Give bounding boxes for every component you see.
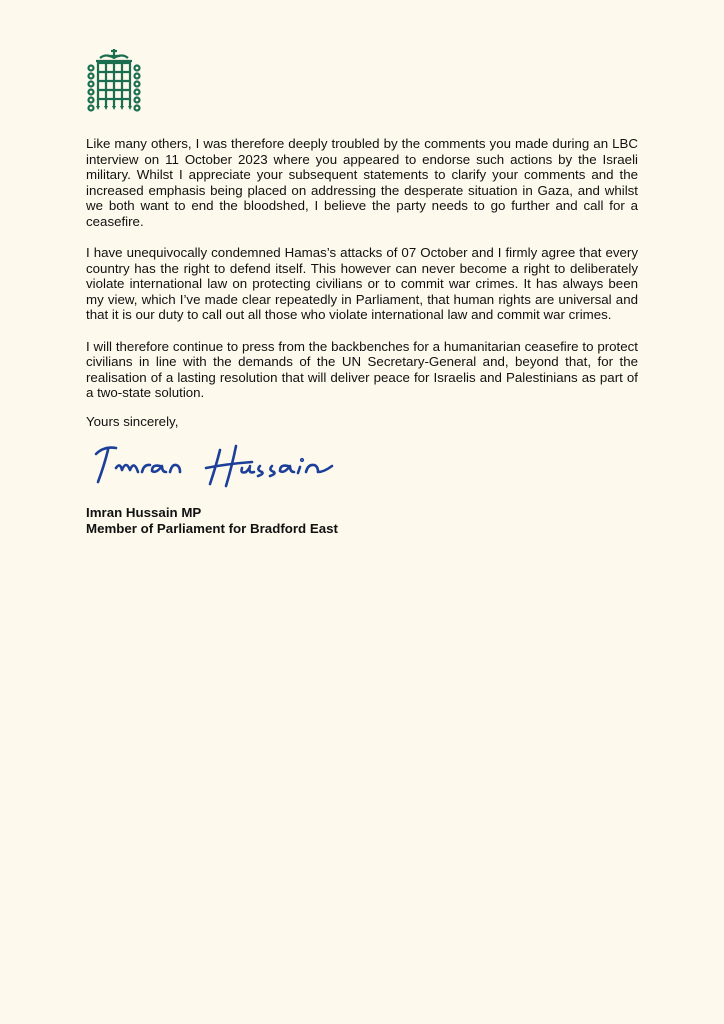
signature: [86, 438, 346, 492]
closing-salutation: Yours sincerely,: [86, 414, 179, 429]
portcullis-icon: [86, 46, 142, 112]
signatory-block: [86, 505, 338, 537]
letter-body: [86, 136, 638, 417]
paragraph-2: I have unequivocally condemned Hamas’s attacks of 07 October and I firmly agree that every country has the right to defend itself. This however can never become a right to deliberately violate international law on protecting civilians or to commit war crimes. It has always been my view, which I’ve made clear repeatedly in Parliament, that human rights are universal and that it is our duty to call out all those who violate international law and commit war crimes.: [86, 245, 638, 322]
paragraph-1: Like many others, I was therefore deeply troubled by the comments you made during an LBC interview on 11 October 2023 where you appeared to endorse such actions by the Israeli military. Whilst I appreciate your subsequent statements to clarify your comments and the increased emphasis being placed on addressing the desperate situation in Gaza, and whilst we both want to end the bloodshed, I believe the party needs to go further and call for a ceasefire.: [86, 136, 638, 229]
signatory-title: Member of Parliament for Bradford East: [86, 521, 338, 536]
paragraph-3: I will therefore continue to press from the backbenches for a humanitarian ceasefire to protect civilians in line with the demands of the UN Secretary-General and, beyond that, for the realisation of a lasting resolution that will deliver peace for Israelis and Palestinians as part of a two-state solution.: [86, 338, 638, 400]
signatory-name: Imran Hussain MP: [86, 505, 202, 520]
